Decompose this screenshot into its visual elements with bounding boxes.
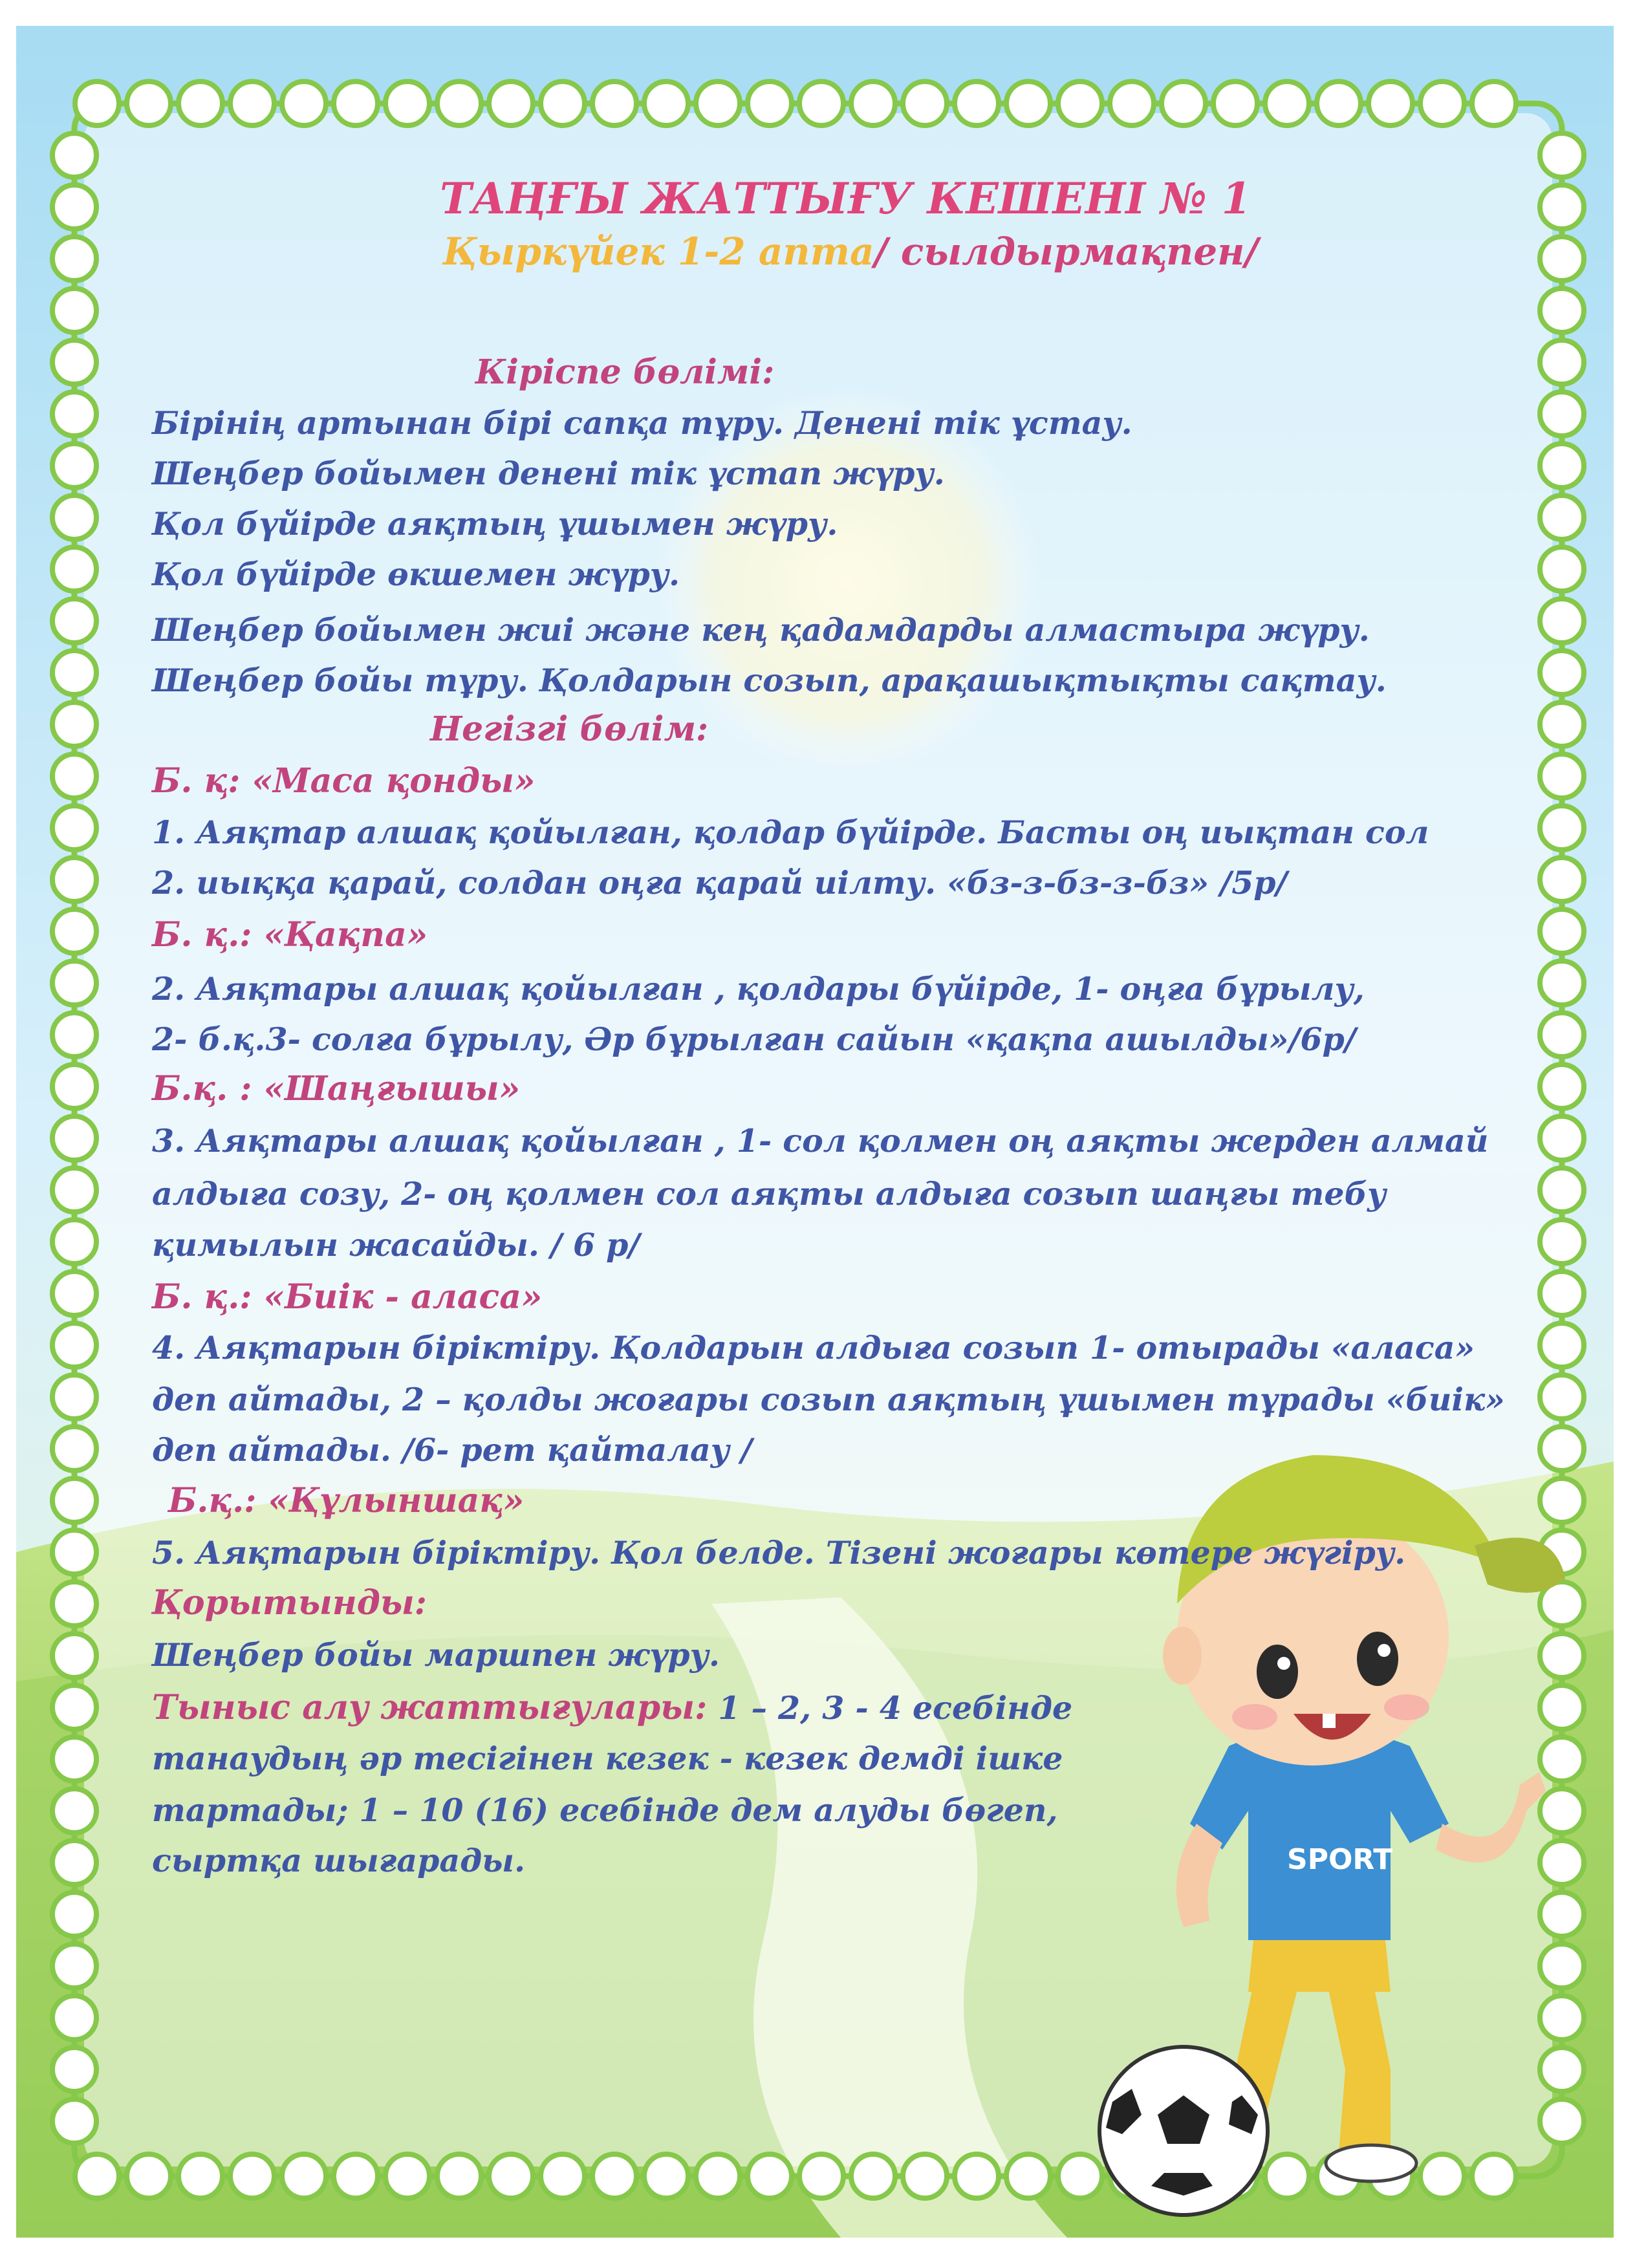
intro-line: Қол бүйірде аяқтың ұшымен жүру.: [152, 505, 838, 543]
document-title: ТАҢҒЫ ЖАТТЫҒУ КЕШЕНІ № 1: [440, 173, 1251, 224]
breathing-first: 1 – 2, 3 - 4 есебінде: [707, 1689, 1073, 1727]
exercise-line: деп айтады. /6- рет қайталау /: [152, 1431, 752, 1469]
exercise-line: 5. Аяқтарын біріктіру. Қол белде. Тізені жоғары көтере жүгіру.: [152, 1534, 1406, 1571]
exercise-line: 3. Аяқтары алшақ қойылған , 1- сол қолмен оң аяқты жерден алмай: [152, 1122, 1489, 1160]
exercise-line: 4. Аяқтарын біріктіру. Қолдарын алдыға созып 1- отырады «аласа»: [152, 1329, 1475, 1366]
breathing-line: тартады; 1 – 10 (16) есебінде дем алуды бөгеп,: [152, 1791, 1058, 1829]
exercise-title: Б. қ.: «Биік - аласа»: [152, 1277, 543, 1317]
shirt-text: SPORT: [1287, 1843, 1393, 1876]
subtitle-period: Қыркүйек 1-2 апта: [443, 230, 874, 274]
main-heading: Негізгі бөлім:: [430, 709, 709, 749]
exercise-line: 2- б.қ.3- солға бұрылу, Әр бұрылған сайын «қақпа ашылды»/6р/: [152, 1021, 1356, 1058]
intro-line: Шеңбер бойы тұру. Қолдарын созып, арақашықтықты сақтау.: [152, 662, 1387, 699]
intro-line: Шеңбер бойымен денені тік ұстап жүру.: [152, 455, 945, 492]
breathing-line: танаудың әр тесігінен кезек - кезек демді ішке: [152, 1740, 1063, 1777]
intro-line: Шеңбер бойымен жиі және кең қадамдарды алмастыра жүру.: [152, 611, 1370, 649]
exercise-line: қимылын жасайды. / 6 р/: [152, 1226, 640, 1264]
exercise-line: деп айтады, 2 – қолды жоғары созып аяқтың ұшымен тұрады «биік»: [152, 1381, 1505, 1418]
conclusion-heading: Қорытынды:: [152, 1583, 427, 1623]
intro-heading: Кіріспе бөлімі:: [475, 352, 775, 392]
breathing-line: сыртқа шығарады.: [152, 1842, 526, 1879]
exercise-title: Б.қ. : «Шаңғышы»: [152, 1069, 521, 1108]
document-subtitle: [443, 230, 1259, 274]
intro-line: Қол бүйірде өкшемен жүру.: [152, 556, 680, 593]
breathing-label: Тыныс алу жаттығулары:: [152, 1688, 708, 1727]
exercise-title: Б. қ.: «Қақпа»: [152, 915, 428, 955]
exercise-title: Б. қ: «Маса қонды»: [152, 761, 536, 801]
exercise-line: 1. Аяқтар алшақ қойылған, қолдар бүйірде. Басты оң иықтан сол: [152, 814, 1429, 851]
intro-line: Бірінің артынан бірі сапқа тұру. Денені тік ұстау.: [152, 404, 1132, 442]
conclusion-line: Шеңбер бойы маршпен жүру.: [152, 1636, 720, 1674]
subtitle-equipment: / сылдырмақпен/: [874, 230, 1259, 274]
exercise-line: алдыға созу, 2- оң қолмен сол аяқты алдыға созып шаңғы тебу: [152, 1175, 1387, 1213]
exercise-title: Б.қ.: «Құлыншақ»: [168, 1481, 525, 1520]
breathing-line: [152, 1688, 1072, 1727]
exercise-line: 2. иыққа қарай, солдан оңға қарай иілту. «бз-з-бз-з-бз» /5р/: [152, 864, 1288, 902]
exercise-line: 2. Аяқтары алшақ қойылған , қолдары бүйірде, 1- оңға бұрылу,: [152, 970, 1365, 1008]
